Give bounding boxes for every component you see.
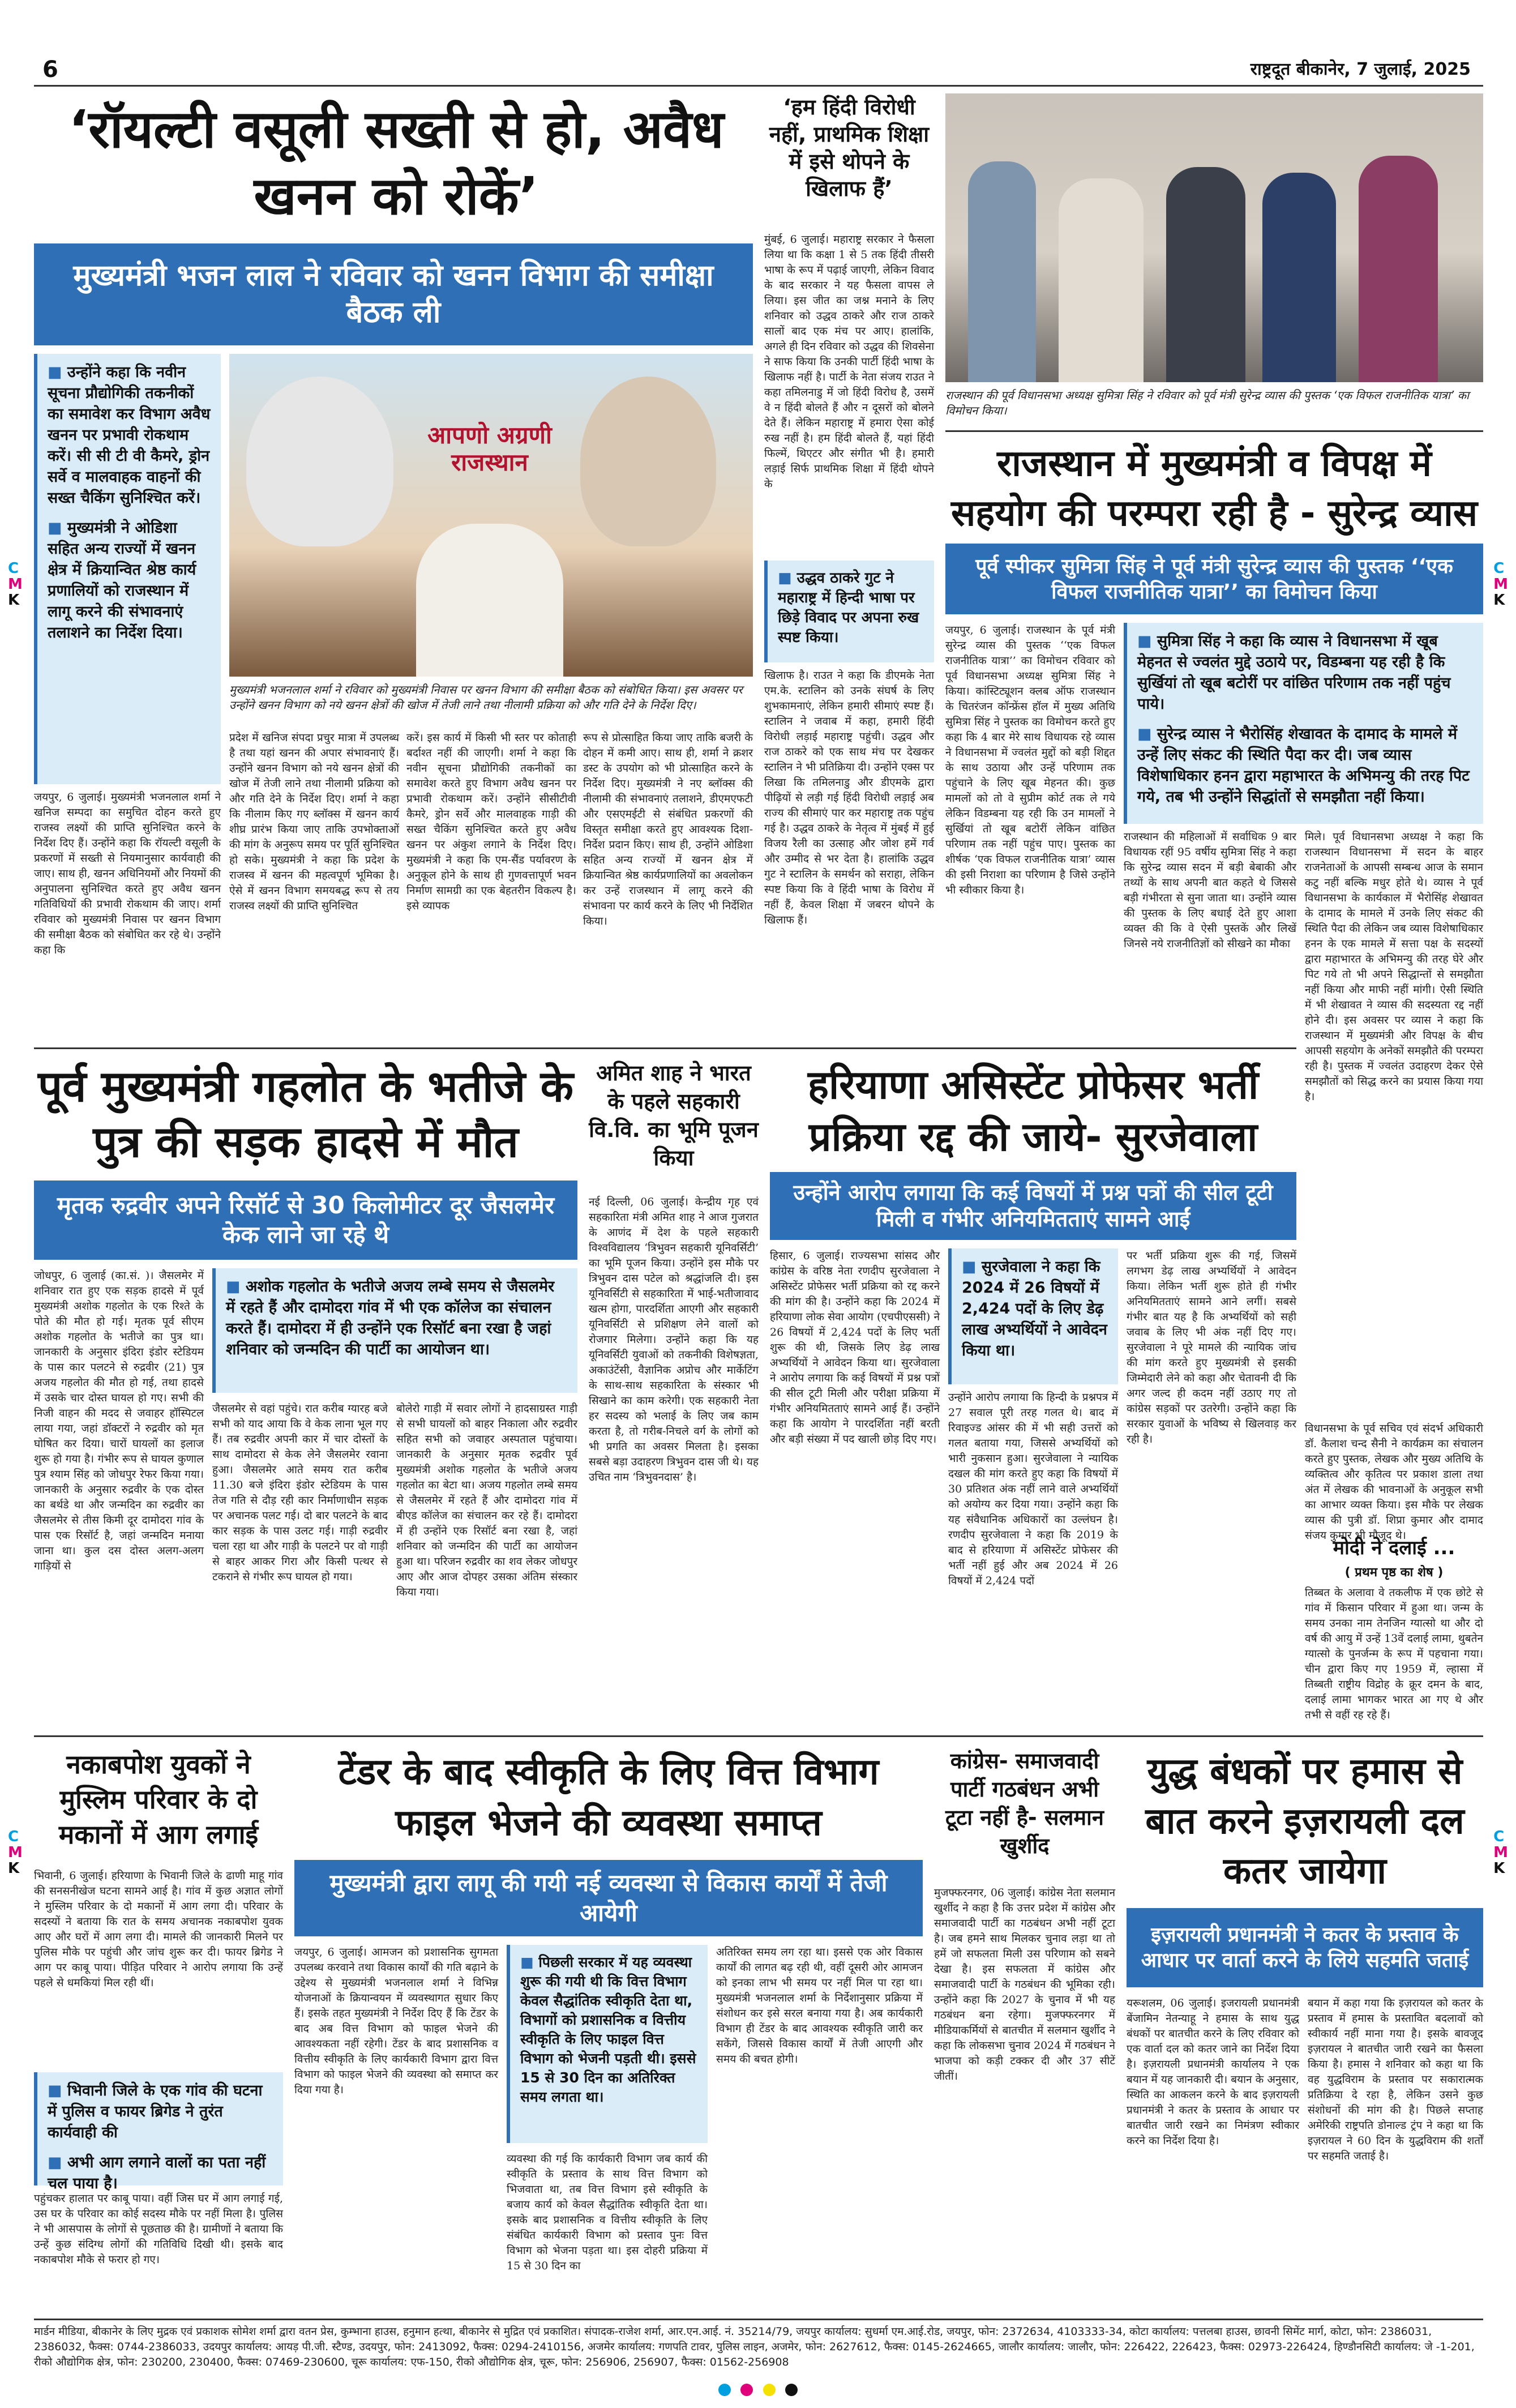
registration-mark: C M K — [1493, 560, 1508, 609]
story9-headline: नकाबपोश युवकों ने मुस्लिम परिवार के दो मकानों में आग लगाई — [58, 1749, 259, 1850]
story1-points — [34, 354, 221, 784]
person-figure-icon — [1359, 156, 1438, 382]
photo-banner-text: आपणो अग्रणी राजस्थान — [427, 421, 552, 477]
story2-box-text: ■ उद्धव ठाकरे गुट ने महाराष्ट्र में हिन्दी भाषा पर छिड़े विवाद पर अपना रुख स्पष्ट किया। — [778, 568, 924, 648]
leader-portrait-icon — [246, 377, 393, 546]
story9-points — [34, 2072, 283, 2192]
section-rule — [34, 1735, 1483, 1737]
story12-column: बयान में कहा गया कि इज़रायल को कतर के प्रस्ताव में हमास के प्रस्तावित बदलावों को स्वीकार्य नहीं माना गया है। इसके बावजूद इज़रायल ने बातचीत जारी रखने का फैसला किया है। हमास ने शनिवार को कहा था कि वह युद्धविराम के प्रस्ताव पर सकारात्मक प्रतिक्रिया दे रहा है, लेकिन उसने कुछ संशोधनों की मांग की है। पिछले सप्ताह अमेरिकी राष्ट्रपति डोनाल्ड ट्रंप ने कहा था कि इज़रायल ने 60 दिन के युद्धविराम की शर्तों पर सहमति जताई है। — [1308, 1997, 1483, 2162]
color-bar — [0, 2384, 1516, 2398]
person-figure-icon — [1059, 178, 1144, 382]
page-number: 6 — [42, 57, 58, 83]
person-figure-icon — [1262, 173, 1336, 382]
story3-points — [1124, 623, 1483, 824]
story7-headline: मोदी ने दलाई ... — [1333, 1537, 1455, 1559]
story1-point: ■ मुख्यमंत्री ने ओडिशा सहित अन्य राज्यों में खनन क्षेत्र में क्रियान्वित श्रेष्ठ कार्य प्रणालियों को राजस्थान में लागू करने की संभावनाएं तलाशने का निर्देश दिया। — [48, 517, 211, 643]
header-rule — [34, 85, 1483, 87]
story5-headline: अमित शाह ने भारत के पहले सहकारी वि.वि. का भूमि पूजन किया — [589, 1060, 759, 1170]
story6-column: पर भर्ती प्रक्रिया शुरू की गई, जिसमें लगभग डेढ़ लाख अभ्यर्थियों ने आवेदन किया। लेकिन भर्ती शुरू होते ही गंभीर अनियमितताएं सामने आने लगीं। सबसे गंभीर बात यह है कि अभ्यर्थियों को सही जवाब के लिए भी अंक नहीं दिए गए। सुरजेवाला ने पूरे मामले की न्यायिक जांच की मांग करते हुए मुख्यमंत्री से इसकी जिम्मेदारी लेने को कहा और चेतावनी दी कि अगर जल्द ही कदम नहीं उठाए गए तो कांग्रेस सड़कों पर उतरेगी। उन्होंने कहा कि सरकार युवाओं के भविष्य से खिलवाड़ कर रही है। — [1127, 1250, 1296, 1445]
story4-column: जोधपुर, 6 जुलाई (का.सं. )। जैसलमेर में शनिवार रात हुए एक सड़क हादसे में पूर्व मुख्यमंत्री अशोक गहलोत के एक रिश्ते के पोते की मौत हो गई। मृतक पूर्व सीएम अशोक गहलोत के भतीजे का पुत्र था। जानकारी के अनुसार इंदिरा इंडोर स्टेडियम के पास कार पलटने से रुद्रवीर (21) पुत्र अजय गहलोत की मौत हो गई, तथा हादसे में उसके चार दोस्त घायल हो गए। सभी की निजी वाहन की मदद से जवाहर हॉस्पिटल लाया गया, जहां डॉक्टरों ने रुद्रवीर को मृत घोषित कर दिया। चारों घायलों का इलाज शुरू हो गया है। गंभीर रूप से घायल कुणाल पुत्र श्याम सिंह को जोधपुर रेफर किया गया। जानकारी के अनुसार रुद्रवीर के एक दोस्त का बर्थडे था और जन्मदिन का रुद्रवीर का जैसलमेर से तीस किमी दूर दामोदरा गांव के पास एक रिसॉर्ट है, जहां जन्मदिन मनाया जाना था। कुल दस दोस्त अलग-अलग गाड़ियों से — [34, 1269, 204, 1572]
story3-column: मिले। पूर्व विधानसभा अध्यक्ष ने कहा कि राजस्थान विधानसभा में सदन के बाहर राजनेताओं के आपसी सम्बन्ध आज के समान कटु नहीं बल्कि मधुर होते थे। व्यास ने पूर्व विधानसभा के कार्यकाल में भैरोसिंह शेखावत के दामाद के मामले में उनके लिए संकट की स्थिति पैदा की लेकिन जब व्यास विशेषाधिकार हनन के एक मामले में सत्ता पक्ष के सदस्यों द्वारा महाभारत के अभिमन्यु की तरह घेरे और पिट गये तो भी अपने सिद्धान्तों से समझौता नहीं किया और माफी नहीं मांगी। ऐसी स्थिति में भी शेखावत ने व्यास की सदस्यता रद्द नहीं होने दी। इस अवसर पर व्यास ने कहा कि राजस्थान में मुख्यमंत्री और विपक्ष के बीच आपसी सहयोग के अनेकों समझौते की परम्परा रही है। पुस्तक में ज्वलंत उदाहरण देकर ऐसे समझौतों को सिद्ध करने का प्रयास किया गया है। — [1305, 831, 1483, 1103]
story10-headline: टेंडर के बाद स्वीकृति के लिए वित्त विभाग फाइल भेजने की व्यवस्था समाप्त — [338, 1751, 879, 1844]
story12-subhead: इज़रायली प्रधानमंत्री ने कतर के प्रस्ताव के आधार पर वार्ता करने के लिये सहमति जताई — [1127, 1908, 1483, 1987]
story10-box — [507, 1945, 708, 2143]
registration-mark: C M K — [8, 560, 23, 609]
story3-column: जयपुर, 6 जुलाई। राजस्थान के पूर्व मंत्री सुरेन्द्र व्यास की पुस्तक ‘‘एक विफल राजनीतिक यात्रा’’ का विमोचन रविवार को पूर्व विधानसभा अध्यक्ष सुमित्रा सिंह ने किया। कांस्टिट्यूशन क्लब ऑफ राजस्थान के चितरंजन कॉन्फ्रेंस हॉल में मुख्य अतिथि सुमित्रा सिंह ने पुस्तक का विमोचन करते हुए कहा कि 4 बार मेरे साथ विधायक रहे व्यास ने विधानसभा में ज्वलंत मुद्दों को बड़ी शिद्दत के साथ उठाया और उन्हें परिणाम तक पहुंचाने के लिए खूब मेहनत की। कुछ मामलों को तो वे सुप्रीम कोर्ट तक ले गये लेकिन विडम्बना यह रही कि उन मामलों ने सुर्खियां तो खूब बटोरीं लेकिन वांछित परिणाम तक नहीं पहुंच पाए। पुस्तक का शीर्षक ‘एक विफल राजनीतिक यात्रा’ व्यास की इसी निराशा का परिणाम है जिसे उन्होंने भी स्वीकार किया है। — [945, 624, 1115, 896]
story6-column: हिसार, 6 जुलाई। राज्यसभा सांसद और कांग्रेस के वरिष्ठ नेता रणदीप सुरजेवाला ने असिस्टेंट प्रोफेसर भर्ती प्रक्रिया को रद्द करने की मांग की है। उन्होंने कहा कि 2024 में हरियाणा लोक सेवा आयोग (एचपीएससी) ने 26 विषयों में 2,424 पदों के लिए भर्ती शुरू की थी, जिसके लिए डेढ़ लाख अभ्यर्थियों ने आवेदन किया था। सुरजेवाला ने आरोप लगाया कि कई विषयों में प्रश्न पत्रों की सील टूटी मिली और परीक्षा प्रक्रिया में गंभीर अनियमितताएं सामने आई हैं। उन्होंने कहा कि आयोग ने पारदर्शिता नहीं बरती और बड़ी संख्या में पद खाली छोड़ दिए गए। — [770, 1250, 940, 1445]
story12-headline: युद्ध बंधकों पर हमास से बात करने इज़रायली दल कतर जायेगा — [1145, 1751, 1464, 1892]
story1-caption: मुख्यमंत्री भजनलाल शर्मा ने रविवार को मुख्यमंत्री निवास पर खनन विभाग की समीक्षा बैठक को संबोधित किया। इस अवसर पर उन्होंने खनन विभाग को नये खनन क्षेत्रों की खोज में तेजी लाने तथा नीलामी प्रक्रिया को और गति देने के निर्देश दिए। — [229, 683, 743, 712]
story1-headline: ‘रॉयल्टी वसूली सख्ती से हो, अवैध खनन को रोकें’ — [68, 99, 724, 226]
book-launch-photo — [945, 93, 1483, 382]
story6-box — [948, 1248, 1118, 1384]
story2-box — [764, 561, 934, 662]
story1-column: रूप से प्रोत्साहित किया जाए ताकि बजरी के दोहन में कमी आए। साथ ही, शर्मा ने क्रशर डस्ट के उपयोग को भी प्रोत्साहित करने के निर्देश दिए। मुख्यमंत्री ने नए ब्लॉक्स की नीलामी की संभावनाएं तलाशने, डीएमएफटी और एसएमईटी से संबंधित प्रकरणों की विस्तृत समीक्षा करते हुए आवश्यक दिशा-निर्देश प्रदान किए। साथ ही, उन्होंने ओडिशा सहित अन्य राज्यों में खनन क्षेत्र में क्रियान्वित श्रेष्ठ कार्यप्रणालियों का अवलोकन कर उन्हें राजस्थान में लागू करने की संभावना पर कार्य करने के लिए भी निर्देशित किया। — [583, 732, 753, 927]
story10-column: व्यवस्था की गई कि कार्यकारी विभाग जब कार्य की स्वीकृति के प्रस्ताव के साथ वित्त विभाग को भिजवाता था, तब वित्त विभाग इसे स्वीकृति के बजाय कार्य को केवल सैद्धांतिक स्वीकृति देता था। इसके बाद प्रशासनिक व वित्तीय स्वीकृति के लिए संबंधित कार्यकारी विभाग को प्रस्ताव पुनः वित्त विभाग को भेजना पड़ता था। इस दोहरी प्रक्रिया में 15 से 30 दिन का — [507, 2153, 708, 2272]
story6-column: उन्होंने आरोप लगाया कि हिन्दी के प्रश्नपत्र में 27 सवाल पूरी तरह गलत थे। बाद में रिवाइज्ड आंसर की में भी सही उत्तरों को गलत बताया गया, जिससे अभ्यर्थियों को भारी नुकसान हुआ। सुरजेवाला ने न्यायिक दखल की मांग करते हुए कहा कि विषयों में 30 प्रतिशत अंक नहीं लाने वाले अभ्यर्थियों को अयोग्य कर दिया गया। उन्होंने कहा कि यह संवैधानिक अधिकारों का उल्लंघन है। रणदीप सुरजेवाला ने कहा कि 2019 के बाद से हरियाणा में असिस्टेंट प्रोफेसर की भर्ती नहीं हुई और अब 2024 में 26 विषयों में 2,424 पदों — [948, 1391, 1118, 1587]
story11-column: मुजफ्फरनगर, 06 जुलाई। कांग्रेस नेता सलमान खुर्शीद ने कहा है कि उत्तर प्रदेश में कांग्रेस और समाजवादी पार्टी का गठबंधन अभी नहीं टूटा है। जब हमने साथ मिलकर चुनाव लड़ा था तो हमें जो सफलता मिली उस परिणाम को सबने देखा है। इस सफलता में कांग्रेस और समाजवादी पार्टी के गठबंधन की भूमिका रही। उन्होंने कहा कि 2027 के चुनाव में भी यह गठबंधन बना रहेगा। मुजफ्फरनगर में मीडियाकर्मियों से बातचीत में सलमान खुर्शीद ने कहा कि लोकसभा चुनाव 2024 में गठबंधन ने भाजपा को कड़ी टक्कर दी और 37 सीटें जीतीं। — [934, 1887, 1115, 2082]
story1-column: जयपुर, 6 जुलाई। मुख्यमंत्री भजनलाल शर्मा ने खनिज सम्पदा का समुचित दोहन करते हुए राजस्व लक्ष्यों की प्राप्ति सुनिश्चित करने के निर्देश दिए हैं। उन्होंने कहा कि रॉयल्टी वसूली के प्रकरणों में सख्ती से नियमानुसार कार्यवाही की जाए। साथ ही, खनन अधिनियमों और नियमों की अनुपालना सुनिश्चित करते हुए अवैध खनन गतिविधियों की प्रभावी रोकथाम की जाए। शर्मा रविवार को मुख्यमंत्री निवास पर खनन विभाग की समीक्षा बैठक को संबोधित कर रहे थे। उन्होंने कहा कि — [34, 791, 221, 956]
story10-subhead: मुख्यमंत्री द्वारा लागू की गयी नई व्यवस्था से विकास कार्यों में तेजी आयेगी — [294, 1860, 923, 1936]
masthead: राष्ट्रदूत बीकानेर, 7 जुलाई, 2025 — [1250, 59, 1471, 79]
cyan-dot-icon — [718, 2384, 731, 2396]
leader-portrait-icon — [580, 377, 716, 546]
person-figure-icon — [968, 161, 1036, 382]
yellow-dot-icon — [763, 2384, 776, 2396]
story10-column: जयपुर, 6 जुलाई। आमजन को प्रशासनिक सुगमता उपलब्ध करवाने तथा विकास कार्यों की गति बढ़ाने के उद्देश्य से मुख्यमंत्री भजनलाल शर्मा ने विभिन्न योजनाओं के क्रियान्वयन में व्यवस्थागत सुधार किए हैं। इसके तहत मुख्यमंत्री ने निर्देश दिए हैं कि टेंडर के बाद अब वित्त विभाग को फाइल भेजने की आवश्यकता नहीं रहेगी। टेंडर के बाद प्रशासनिक व वित्तीय स्वीकृति के लिए कार्यकारी विभाग द्वारा वित्त विभाग को फाइल भेजने की व्यवस्था को समाप्त कर दिया गया है। — [294, 1946, 498, 2096]
footer-rule — [34, 2319, 1483, 2320]
story2-headline: ‘हम हिंदी विरोधी नहीं, प्राथमिक शिक्षा में इसे थोपने के खिलाफ हैं’ — [769, 95, 930, 201]
story7-continued: ( प्रथम पृष्ठ का शेष ) — [1344, 1566, 1444, 1580]
story9-point: ■ अभी आग लगाने वालों का पता नहीं चल पाया है। — [48, 2152, 273, 2194]
story10-column: अतिरिक्त समय लग रहा था। इससे एक ओर विकास कार्यों की लागत बढ़ रही थी, वहीं दूसरी ओर आमजन को इनका लाभ भी समय पर नहीं मिल पा रहा था। मुख्यमंत्री भजनलाल शर्मा के निर्देशानुसार प्रक्रिया में संशोधन कर इसे सरल बनाया गया है। अब कार्यकारी विभाग ही टेंडर के बाद आवश्यक स्वीकृति जारी कर सकेंगे, जिससे विकास कार्यों में तेजी आएगी और समय की बचत होगी। — [716, 1946, 923, 2065]
story2-column: खिलाफ है। राउत ने कहा कि डीएमके नेता एम.के. स्टालिन को उनके संघर्ष के लिए शुभकामनाएं, लेकिन हमारी सीमाएं स्पष्ट हैं। स्टालिन ने जवाब में कहा, हमारी हिंदी विरोधी लड़ाई महाराष्ट्र पहुंची। उद्धव और राज ठाकरे को एक साथ मंच पर देखकर स्टालिन ने भी प्रतिक्रिया दी। उन्होंने एक्स पर लिखा कि तमिलनाडु और डीएमके द्वारा पीढ़ियों से लड़ी गई हिंदी विरोधी लड़ाई अब राज्य की सीमाएं पार कर महाराष्ट्र तक पहुंच गई है। उद्धव ठाकरे के नेतृत्व में मुंबई में हुई विजय रैली का उत्साह और जोश हमें गर्व और उम्मीद से भर देता है। हालांकि उद्धव गुट ने स्टालिन के समर्थन को सराहा, लेकिन स्पष्ट किया कि वे हिंदी भाषा के विरोध में नहीं हैं, केवल शिक्षा में जबरन थोपने के खिलाफ हैं। — [764, 669, 934, 926]
magenta-dot-icon — [740, 2384, 753, 2396]
story1-point: ■ उन्होंने कहा कि नवीन सूचना प्रौद्योगिकी तकनीकों का समावेश कर विभाग अवैध खनन पर प्रभावी रोकथाम करें। सी सी टी वी कैमरे, ड्रोन सर्वे व मालवाहक वाहनों की सख्त चैकिंग सुनिश्चित करें। — [48, 362, 211, 508]
footer-imprint: मार्डन मीडिया, बीकानेर के लिए मुद्रक एवं प्रकाशक सोमेश शर्मा द्वारा वतन प्रेस, कुम्भाना हाउस, हनुमान हत्था, बीकानेर से मुद्रित एवं प्रकाशित। संपादक-राजेश शर्मा, आर.एन.आई. नं. 35214/79, जयपुर कार्यालय: सुधर्मा एम.आई.रोड, जयपुर, फोन: 2372634, 4103333-34, कोटा कार्यालय: पत्तलबा हाउस, छावनी सिमेंट मार्ग, कोटा, फोन: 2386031, 2386032, फैक्स: 0744-2386033, उदयपुर कार्यालय: आयड़ पी.जी. स्टैण्ड, उदयपुर, फोन: 2413092, फैक्स: 0294-2410156, अजमेर कार्यालय: गणपति टावर, पुलिस लाइन, अजमेर, फोन: 2627612, फैक्स: 0145-2624665, जालौर कार्यालय: जालौर, फोन: 226422, 226423, फैक्स: 02973-226424, हिण्डौनसिटी कार्यालय: जे -1-201, रीको औद्योगिक क्षेत्र, फोन: 230200, 230400, फैक्स: 07469-230600, चूरू कार्यालय: एफ-150, रीको औद्योगिक क्षेत्र, चूरू, फोन: 256906, 256907, फैक्स: 01562-256908 — [34, 2325, 1475, 2368]
story3-column: राजस्थान की महिलाओं में सर्वाधिक 9 बार विधायक रहीं 95 वर्षीय सुमित्रा सिंह ने कहा कि सुरेन्द्र व्यास सदन में बड़ी बेबाकी और तथ्यों के साथ अपनी बात कहते थे जिससे बड़ी गंभीरता से सुना जाता था। उन्होंने व्यास की पुस्तक के लिए बधाई देते हुए आशा व्यक्त की कि वे ऐसी पुस्तकें और लिखें जिनसे नये राजनीतिज्ञों को सीखने का मौका — [1124, 831, 1296, 950]
cm-meeting-photo — [229, 354, 753, 677]
registration-mark: C M K — [8, 1828, 23, 1877]
story4-column: जैसलमेर से वहां पहुंचे। रात करीब ग्यारह बजे सभी को याद आया कि वे केक लाना भूल गए हैं। तब रुद्रवीर अपनी कार में चार दोस्तों के साथ दामोदरा से केक लेने जैसलमेर रवाना हुआ। जैसलमेर आते समय रात करीब 11.30 बजे इंदिरा इंडोर स्टेडियम के पास तेज गति से दौड़ रही कार निर्माणाधीन सड़क पर अचानक पलट गई। दो बार पलटने के बाद कार सड़क के पास उलट गई। गाड़ी रुद्रवीर चला रहा था और गाड़ी के पलटने पर वो गाड़ी से बाहर आकर गिरा और किसी पत्थर से टकराने से गंभीर रूप घायल हो गया। — [212, 1402, 388, 1583]
story2-column: मुंबई, 6 जुलाई। महाराष्ट्र सरकार ने फैसला लिया था कि कक्षा 1 से 5 तक हिंदी तीसरी भाषा के रूप में पढ़ाई जाएगी, लेकिन विवाद के बाद सरकार ने यह फैसला वापस ले लिया। इस जीत का जश्न मनाने के लिए शनिवार को उद्धव ठाकरे और राज ठाकरे सालों बाद एक मंच पर आए। हालांकि, अगले ही दिन रविवार को उद्धव की शिवसेना ने साफ किया कि उनकी पार्टी हिंदी भाषा के खिलाफ नहीं है। पार्टी के नेता संजय राउत ने कहा तमिलनाडु में जो हिंदी विरोध है, उसमें वे न हिंदी बोलते हैं और न दूसरों को बोलने देते हैं। लेकिन महाराष्ट्र में हमारा ऐसा कोई रुख नहीं है। हम हिंदी बोलते हैं, यहां हिंदी फिल्में, थिएटर और संगीत भी है। हमारी लड़ाई सिर्फ प्राथमिक शिक्षा में हिंदी थोपने के — [764, 233, 934, 490]
story6-subhead: उन्होंने आरोप लगाया कि कई विषयों में प्रश्न पत्रों की सील टूटी मिली व गंभीर अनियमितताएं सामने आईं — [770, 1172, 1296, 1240]
story11-headline: कांग्रेस- समाजवादी पार्टी गठबंधन अभी टूटा नहीं है- सलमान खुर्शीद — [945, 1748, 1104, 1858]
story4-column: बोलेरो गाड़ी में सवार लोगों ने हादसाग्रस्त गाड़ी से सभी घायलों को बाहर निकाला और रुद्रवीर सहित सभी को जवाहर अस्पताल पहुंचाया। जानकारी के अनुसार मृतक रुद्रवीर पूर्व मुख्यमंत्री अशोक गहलोत के भतीजे अजय गहलोत का बेटा था। अजय गहलोत लम्बे समय से जैसलमेर में रहते हैं और दामोदरा गांव में बीएड कॉलेज का संचालन कर रहे हैं। दामोदरा में ही उन्होंने एक रिसॉर्ट बना रखा है, जहां शनिवार को जन्मदिन की पार्टी का आयोजन हुआ था। परिजन रुद्रवीर का शव लेकर जोधपुर आए और आज दोपहर उसका अंतिम संस्कार किया गया। — [396, 1402, 577, 1598]
story5-column: नई दिल्ली, 06 जुलाई। केन्द्रीय गृह एवं सहकारिता मंत्री अमित शाह ने आज गुजरात के आणंद में देश के पहले सहकारी विश्वविद्यालय ‘त्रिभुवन सहकारी यूनिवर्सिटी’ का भूमि पूजन किया। उन्होंने इस मौके पर त्रिभुवन दास पटेल को श्रद्धांजलि दी। इस यूनिवर्सिटी से सहकारिता में भाई-भतीजावाद खत्म होगा, पारदर्शिता आएगी और सहकारी यूनिवर्सिटी से प्रशिक्षण लेने वालों को रोजगार मिलेगा। उन्होंने कहा कि यह यूनिवर्सिटी युवाओं को तकनीकी विशेषज्ञता, अकाउंटेंसी, वैज्ञानिक अप्रोच और मार्केटिंग के साथ-साथ सहकारिता के संस्कार भी सिखाने का काम करेगी। एक सहकारी नेता हर सदस्य को भलाई के लिए जब काम करता है, तो गरीब-निचले वर्ग के लोगों को भी प्रगति का अवसर मिलता है। इसका सबसे बड़ा उदाहरण त्रिभुवन दास जी थे। यह उचित नाम ‘त्रिभुवनदास’ है। — [589, 1196, 759, 1483]
story7-column: तिब्बत के अलावा वे तकलीफ में एक छोटे से गांव में किसान परिवार में हुआ था। जन्म के समय उनका नाम तेनजिन ग्यात्सो था और दो वर्ष की आयु में उन्हें 13वें दलाई लामा, थुबतेन ग्यात्सो के पुनर्जन्म के रूप में पहचाना गया। चीन द्वारा किए गए 1959 में, ल्हासा में तिब्बती राष्ट्रीय विद्रोह के क्रूर दमन के बाद, दलाई लामा भागकर भारत आ गए थे और तभी से वहीं रह रहे हैं। — [1305, 1586, 1483, 1721]
story3-point: ■ सुमित्रा सिंह ने कहा कि व्यास ने विधानसभा में खूब मेहनत से ज्वलंत मुद्दे उठाये पर, विडम्बना यह रही है कि सुर्खियां तो खूब बटोरीं पर वांछित परिणाम तक नहीं पहुंच पाये। — [1137, 631, 1473, 715]
story4-headline: पूर्व मुख्यमंत्री गहलोत के भतीजे के पुत्र की सड़क हादसे में मौत — [37, 1061, 574, 1167]
story1-subhead: मुख्यमंत्री भजन लाल ने रविवार को खनन विभाग की समीक्षा बैठक ली — [34, 243, 753, 345]
story12-column: यरूशलम, 06 जुलाई। इजरायली प्रधानमंत्री बेंजामिन नेतन्याहू ने हमास के साथ युद्ध बंधकों पर बातचीत करने के लिए रविवार को एक वार्ता दल को कतर जाने का निर्देश दिया है। इज़रायली प्रधानमंत्री कार्यालय ने एक बयान में यह जानकारी दी। बयान के अनुसार, स्थिति का आकलन करने के बाद इज़रायली प्रधानमंत्री ने कतर के प्रस्ताव के आधार पर बातचीत जारी रखने का निमंत्रण स्वीकार करने का निर्देश दिया है। — [1127, 1997, 1299, 2147]
story4-box — [212, 1268, 577, 1393]
story9-point: ■ भिवानी जिले के एक गांव की घटना में पुलिस व फायर ब्रिगेड ने तुरंत कार्यवाही की — [48, 2080, 273, 2143]
story1-column: प्रदेश में खनिज संपदा प्रचुर मात्रा में उपलब्ध है तथा यहां खनन की अपार संभावनाएं हैं। उन्होंने खनन विभाग को नये खनन क्षेत्रों की खोज में तेजी लाने तथा नीलामी प्रक्रिया को और गति देने के निर्देश दिए। शर्मा ने कहा कि नीलाम किए गए ब्लॉक्स में खनन कार्य शीघ्र प्रारंभ किया जाए ताकि उपभोक्ताओं की मांग के अनुरूप समय पर पूर्ति सुनिश्चित हो सके। मुख्यमंत्री ने कहा कि प्रदेश के राजस्व में खनन की महत्वपूर्ण भूमिका है। ऐसे में खनन विभाग समयबद्ध रूप से तय राजस्व लक्ष्यों की प्राप्ति सुनिश्चित — [229, 732, 399, 912]
story3-rule — [945, 430, 1483, 432]
registration-mark: C M K — [1493, 1828, 1508, 1877]
story3-point: ■ सुरेन्द्र व्यास ने भैरोसिंह शेखावत के दामाद के मामले में उन्हें लिए संकट की स्थिति पैदा कर दी। जब व्यास विशेषाधिकार हनन द्वारा महाभारत के अभिमन्यु की तरह पिट गये, तब भी उन्होंने सिद्धांतों से समझौता नहीं किया। — [1137, 724, 1473, 807]
story6-headline: हरियाणा असिस्टेंट प्रोफेसर भर्ती प्रक्रिया रद्द की जाये- सुरजेवाला — [807, 1062, 1259, 1160]
story1-column: करें। इस कार्य में किसी भी स्तर पर कोताही बर्दाश्त नहीं की जाएगी। शर्मा ने कहा कि नवीन सूचना प्रौद्योगिकी तकनीकों का समावेश करते हुए विभाग अवैध खनन पर प्रभावी रोकथाम करें। उन्होंने सीसीटीवी कैमरे, ड्रोन सर्वे और मालवाहक गाड़ी की सख्त चैकिंग सुनिश्चित करते हुए अवैध खनन पर अंकुश लगाने के निर्देश दिए। मुख्यमंत्री ने कहा कि एम-सैंड पर्यावरण के अनुकूल होने के साथ ही गुणवत्तापूर्ण भवन निर्माण सामग्री का एक बेहतरीन विकल्प है। इसे व्यापक — [406, 732, 576, 912]
story4-box-text: ■ अशोक गहलोत के भतीजे अजय लम्बे समय से जैसलमेर में रहते हैं और दामोदरा गांव में भी एक कॉलेज का संचालन करते हैं। दामोदरा में ही उन्होंने एक रिसॉर्ट बना रखा है जहां शनिवार को जन्मदिन की पार्टी का आयोजन था। — [226, 1276, 567, 1360]
story3-column: विधानसभा के पूर्व सचिव एवं संदर्भ अधिकारी डॉ. कैलाश चन्द सैनी ने कार्यक्रम का संचालन करते हुए पुस्तक, लेखक और मुख्य अतिथि के व्यक्तित्व और कृतित्व पर प्रकाश डाला तथा अंत में लेखक की भावनाओं के अनुकूल सभी का आभार व्यक्त किया। इस मौके पर लेखक व्यास की पुत्री डॉ. शिप्रा कुमार और दामाद संजय कुमार भी मौजूद थे। — [1305, 1422, 1483, 1542]
story3-headline: राजस्थान में मुख्यमंत्री व विपक्ष में सहयोग की परम्परा रही है - सुरेन्द्र व्यास — [950, 443, 1478, 534]
story9-column: पहुंचकर हालात पर काबू पाया। वहीं जिस घर में आग लगाई गई, उस घर के परिवार का कोई सदस्य मौके पर नहीं मिला है। पुलिस ने भी आसपास के लोगों से पूछताछ की है। ग्रामीणों ने बताया कि उन्हें कुछ संदिग्ध लोगों की गतिविधि दिखी थी। इसके बाद नकाबपोश मौके से फरार हो गए। — [34, 2192, 283, 2266]
section-rule — [34, 1047, 1296, 1049]
story9-column: भिवानी, 6 जुलाई। हरियाणा के भिवानी जिले के ढाणी माहू गांव की सनसनीखेज घटना सामने आई है। गांव में कुछ अज्ञात लोगों ने मुस्लिम परिवार के दो मकानों में आग लगा दी। परिवार के सदस्यों ने बताया कि रात के समय अचानक नकाबपोश युवक आए और घरों में आग लगा दी। मामले की जानकारी मिलने पर पुलिस मौके पर पहुंची और जांच शुरू कर दी। फायर ब्रिगेड ने आग पर काबू पाया। पीड़ित परिवार ने आरोप लगाया कि उन्हें पहले से धमकियां मिल रही थीं। — [34, 1870, 283, 1989]
story10-box-text: ■ पिछली सरकार में यह व्यवस्था शुरू की गयी थी कि वित्त विभाग केवल सैद्धांतिक स्वीकृति देता था, विभागों को प्रशासनिक व वित्तीय स्वीकृति के लिए फाइल वित्त विभाग को भेजनी पड़ती थी। इससे 15 से 30 दिन का अतिरिक्त समय लगता था। — [520, 1953, 697, 2107]
cm-figure-icon — [416, 524, 563, 677]
story4-subhead: मृतक रुद्रवीर अपने रिसॉर्ट से 30 किलोमीटर दूर जैसलमेर केक लाने जा रहे थे — [34, 1181, 577, 1260]
story3-caption: राजस्थान की पूर्व विधानसभा अध्यक्ष सुमित्रा सिंह ने रविवार को पूर्व मंत्री सुरेन्द्र व्यास की पुस्तक ‘एक विफल राजनीतिक यात्रा’ का विमोचन किया। — [945, 388, 1470, 417]
black-dot-icon — [785, 2384, 798, 2396]
story3-subhead: पूर्व स्पीकर सुमित्रा सिंह ने पूर्व मंत्री सुरेन्द्र व्यास की पुस्तक ‘‘एक विफल राजनीतिक यात्रा’’ का विमोचन किया — [945, 544, 1483, 614]
person-figure-icon — [1166, 167, 1245, 382]
story6-box-text: ■ सुरजेवाला ने कहा कि 2024 में 26 विषयों में 2,424 पदों के लिए डेढ़ लाख अभ्यर्थियों ने आवेदन किया था। — [962, 1256, 1108, 1361]
